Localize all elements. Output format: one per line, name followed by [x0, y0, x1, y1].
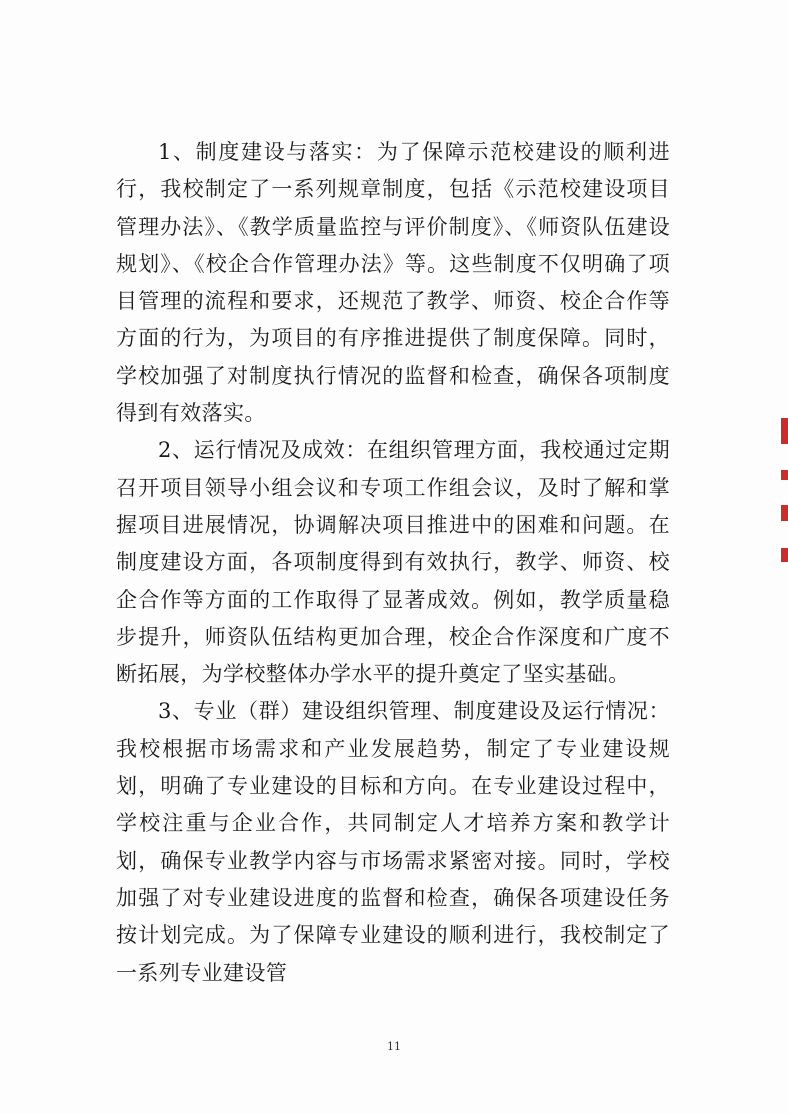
- paragraph-major-construction: 3、专业（群）建设组织管理、制度建设及运行情况：我校根据市场需求和产业发展趋势，制定了专业建设规划，明确了专业建设的目标和方向。在专业建设过程中，学校注重与企业合作，共同制定人才培养方案和教学计划，确保专业教学内容与市场需求紧密对接。同时，学校加强了对专业建设进度的监督和检查，确保各项建设任务按计划完成。为了保障专业建设的顺利进行，我校制定了一系列专业建设管: [116, 699, 670, 985]
- paragraph-operation-results: 2、运行情况及成效：在组织管理方面，我校通过定期召开项目领导小组会议和专项工作组会议，及时了解和掌握项目进展情况，协调解决项目推进中的困难和问题。在制度建设方面，各项制度得到有效执行，教学、师资、校企合作等方面的工作取得了显著成效。例如，教学质量稳步提升，师资队伍结构更加合理，校企合作深度和广度不断拓展，为学校整体办学水平的提升奠定了坚实基础。: [116, 438, 670, 687]
- seal-edge-mark: [781, 505, 788, 521]
- seal-edge-mark: [781, 548, 788, 562]
- paragraph-system-building: 1、制度建设与落实：为了保障示范校建设的顺利进行，我校制定了一系列规章制度，包括《示范校建设项目管理办法》、《教学质量监控与评价制度》、《师资队伍建设规划》、《校企合作管理办法》等。这些制度不仅明确了项目管理的流程和要求，还规范了教学、师资、校企合作等方面的行为，为项目的有序推进提供了制度保障。同时，学校加强了对制度执行情况的监督和检查，确保各项制度得到有效落实。: [116, 140, 670, 426]
- page-number: 11: [387, 1040, 401, 1053]
- seal-edge-mark: [781, 470, 788, 480]
- body-text: [116, 134, 670, 992]
- seal-edge-mark: [781, 418, 788, 444]
